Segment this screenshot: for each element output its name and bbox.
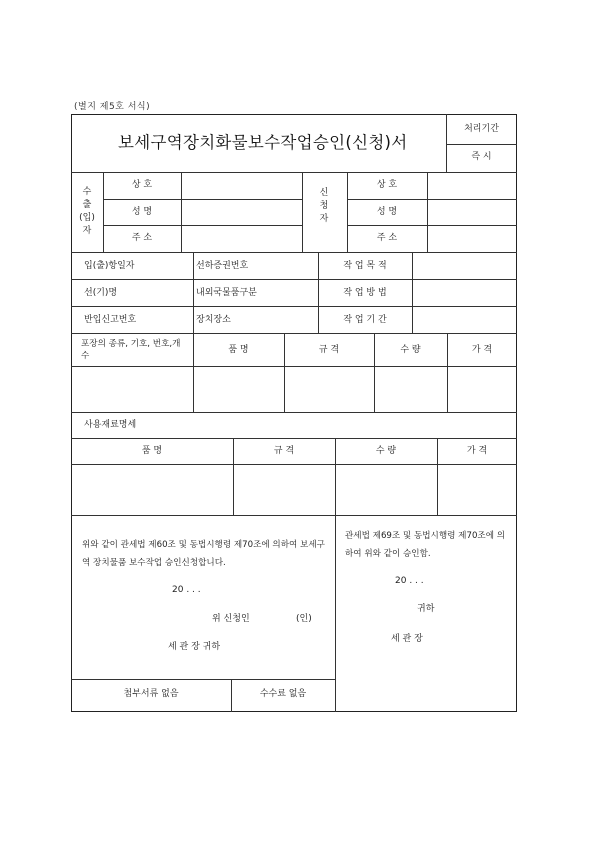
- materials-header-price: 가 격: [466, 446, 488, 456]
- divider: [181, 172, 182, 252]
- divider: [71, 464, 517, 465]
- exporter-role-label: 수 출 (입) 자: [79, 187, 95, 236]
- packaging-header-spec: 규 격: [318, 345, 340, 355]
- storage-location-label: 장치장소: [196, 315, 231, 325]
- materials-header-qty: 수 량: [375, 446, 397, 456]
- fee-note: 수수료 없음: [259, 689, 307, 699]
- materials-header-spec: 규 격: [273, 446, 295, 456]
- arrival-date-label: 입(출)항일자: [84, 261, 135, 271]
- divider: [335, 515, 336, 712]
- materials-header-item: 품 명: [141, 446, 163, 456]
- divider: [71, 333, 517, 334]
- divider: [71, 279, 517, 280]
- divider: [71, 366, 517, 367]
- divider: [412, 252, 413, 333]
- divider: [103, 225, 302, 226]
- applicant-address-label: 주 소: [376, 233, 398, 243]
- processing-period-value: 즉 시: [471, 152, 492, 162]
- divider: [71, 252, 517, 253]
- packaging-header-qty: 수 량: [400, 345, 421, 355]
- vessel-name-label: 선(기)명: [84, 288, 118, 298]
- packaging-header-price: 가 격: [471, 345, 493, 355]
- divider: [193, 252, 194, 333]
- divider: [71, 515, 517, 516]
- divider: [71, 438, 517, 439]
- divider: [446, 144, 517, 145]
- request-date: 20 . . .: [172, 585, 201, 595]
- exporter-trade-name-label: 상 호: [131, 180, 153, 190]
- packaging-header-item: 품 명: [228, 345, 249, 355]
- request-seal: (인): [296, 614, 312, 624]
- request-statement: 위와 같이 관세법 제60조 및 동법시행령 제70조에 의하여 보세구역 장치물품 보수작업 승인신청합니다.: [82, 540, 325, 568]
- divider: [427, 172, 428, 252]
- exporter-address-label: 주 소: [131, 233, 153, 243]
- exporter-name-label: 성 명: [131, 207, 153, 217]
- bill-of-lading-label: 선하증권번호: [196, 261, 249, 271]
- divider: [103, 199, 302, 200]
- divider: [71, 306, 517, 307]
- approval-authority: 세 관 장: [391, 634, 423, 644]
- packaging-label: 포장의 종류, 기호, 번호,개수: [81, 339, 181, 361]
- request-addressee: 세 관 장 귀하: [168, 642, 221, 652]
- divider: [446, 114, 447, 172]
- approval-statement: 관세법 제69조 및 동법시행령 제70조에 의하여 위와 같이 승인함.: [345, 531, 506, 559]
- work-purpose-label: 작 업 목 적: [343, 261, 387, 271]
- divider: [447, 333, 448, 412]
- attachments-note: 첨부서류 없음: [123, 689, 179, 699]
- processing-period-label: 처리기간: [464, 124, 499, 134]
- divider: [284, 333, 285, 412]
- divider: [347, 199, 517, 200]
- divider: [71, 172, 517, 173]
- form-title: 보세구역장치화물보수작업승인(신청)서: [118, 133, 408, 152]
- approval-addressee: 귀하: [417, 604, 435, 614]
- divider: [347, 225, 517, 226]
- divider: [302, 172, 303, 252]
- applicant-name-label: 성 명: [376, 207, 398, 217]
- work-method-label: 작 업 방 법: [343, 288, 387, 298]
- materials-title: 사용재료명세: [84, 420, 137, 430]
- applicant-trade-name-label: 상 호: [376, 180, 398, 190]
- divider: [71, 412, 517, 413]
- work-period-label: 작 업 기 간: [343, 315, 387, 325]
- divider: [374, 333, 375, 412]
- applicant-role-label: 신 청 자: [319, 188, 329, 224]
- approval-date: 20 . . .: [395, 576, 424, 586]
- goods-classification-label: 내외국물품구분: [196, 288, 257, 298]
- import-declaration-label: 반입신고번호: [84, 315, 137, 325]
- divider: [193, 333, 194, 412]
- form-number: (별지 제5호 서식): [74, 102, 151, 112]
- divider: [71, 679, 335, 680]
- request-applicant-line: 위 신청인: [212, 614, 250, 624]
- form-frame: [71, 114, 517, 712]
